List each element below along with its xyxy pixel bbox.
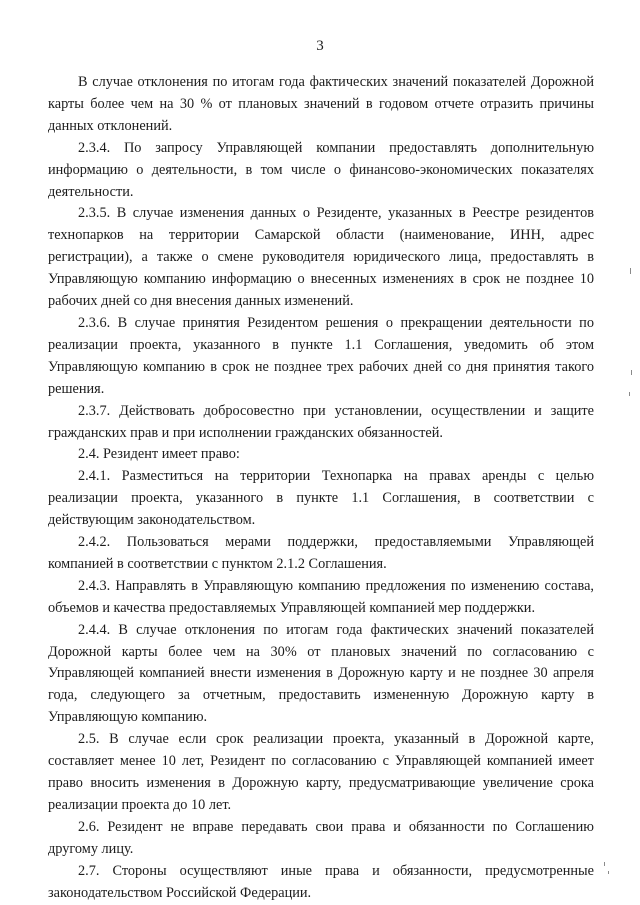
paragraph-2-4-2: 2.4.2. Пользоваться мерами поддержки, предоставляемыми Управляющей компанией в соответствии с пунктом 2.1.2 Соглашения. <box>48 534 594 572</box>
paragraph-2-5: 2.5. В случае если срок реализации проекта, указанный в Дорожной карте, составляет менее 10 лет, Резидент по согласованию с Управляющей компанией имеет право вносить изменения в Дорожную карту, предусматривающие увеличение срока реализации проекта до 10 лет. <box>48 731 594 813</box>
page-number: 3 <box>316 38 324 54</box>
scan-mark <box>629 392 630 396</box>
scan-mark <box>631 370 632 375</box>
scan-mark <box>630 268 631 274</box>
paragraph-2-4: 2.4. Резидент имеет право: <box>78 446 240 463</box>
document-body <box>48 72 594 904</box>
scan-mark <box>608 871 609 874</box>
paragraph-2-3-6: 2.3.6. В случае принятия Резидентом решения о прекращении деятельности по реализации проекта, указанного в пункте 1.1 Соглашения, уведомить об этом Управляющую компанию в срок не позднее трех рабочих дней со дня принятия такого решения. <box>48 314 594 397</box>
scan-mark <box>604 862 605 866</box>
paragraph-2-3-7: 2.3.7. Действовать добросовестно при установлении, осуществлении и защите гражданских прав и при исполнении гражданских обязанностей. <box>48 402 594 441</box>
paragraph-2-4-4: 2.4.4. В случае отклонения по итогам года фактических значений показателей Дорожной карты более чем на 30% от плановых значений по согласованию с Управляющей компанией внести изменения в Дорожную карту и не позднее 30 апреля года, следующего за отчетным, предоставить измененную Дорожную карту в Управляющую компанию. <box>48 621 594 726</box>
paragraph-deviation-report: В случае отклонения по итогам года фактических значений показателей Дорожной карты более чем на 30 % от плановых значений в годовом отчете отразить причины данных отклонений. <box>48 74 594 134</box>
paragraph-2-6: 2.6. Резидент не вправе передавать свои права и обязанности по Соглашению другому лицу. <box>48 818 594 857</box>
paragraph-2-3-5: 2.3.5. В случае изменения данных о Резиденте, указанных в Реестре резидентов технопарков на территории Самарской области (наименование, ИНН, адрес регистрации), а также о смене руководителя юридического лица, предоставлять в Управляющую компанию информацию о внесенных изменениях в срок не позднее 10 рабочих дней со дня внесения данных изменений. <box>48 205 594 310</box>
paragraph-2-4-3: 2.4.3. Направлять в Управляющую компанию предложения по изменению состава, объемов и качества предоставляемых Управляющей компанией мер поддержки. <box>48 577 594 616</box>
paragraph-2-4-1: 2.4.1. Разместиться на территории Технопарка на правах аренды с целью реализации проекта, указанного в пункте 1.1 Соглашения, в соответствии с действующим законодательством. <box>48 468 594 529</box>
paragraph-2-7: 2.7. Стороны осуществляют иные права и обязанности, предусмотренные законодательством Российской Федерации. <box>48 862 594 901</box>
paragraph-2-3-4: 2.3.4. По запросу Управляющей компании предоставлять дополнительную информацию о деятельности, в том числе о финансово-экономических показателях деятельности. <box>48 139 594 200</box>
